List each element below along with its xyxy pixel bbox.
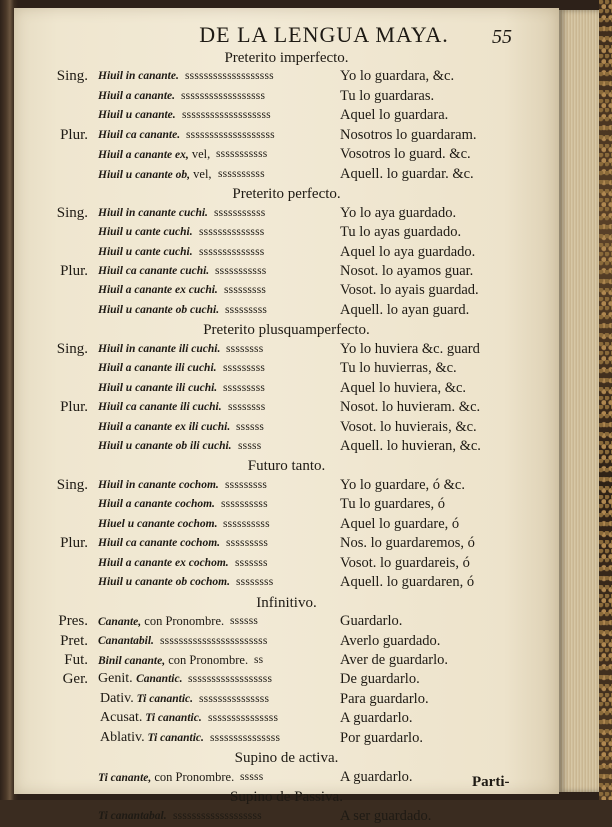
spanish-gloss: Yo lo huviera &c. guard [340, 340, 480, 357]
maya-form [98, 106, 176, 124]
catchword: Parti- [472, 774, 510, 790]
maya-text: Hiuil u canante ili cuchi. [98, 381, 218, 394]
spanish-gloss: Aquell. lo guardaren, ó [340, 574, 475, 591]
filler-dots: sssssssssssssss [199, 692, 270, 705]
maya-text: Canantic. [136, 673, 183, 686]
conjugation-row [14, 126, 559, 146]
maya-text: Hiuil a canante ex cochom. [98, 556, 229, 569]
filler-dots: sssss [240, 770, 264, 783]
spanish-gloss: Vosot. lo huvierais, &c. [340, 418, 477, 435]
spanish-gloss: A guardarlo. [340, 710, 413, 727]
maya-form [98, 612, 224, 631]
section-heading: Futuro tanto. [247, 458, 326, 475]
conjugation-row [14, 204, 559, 224]
section-heading: Supino de Passiva. [230, 789, 343, 806]
maya-note: con Pronombre. [141, 614, 225, 629]
maya-text: Hiuil ca canante cuchi. [98, 264, 210, 277]
conjugation-row [14, 418, 559, 438]
conjugation-row [14, 632, 559, 652]
conjugation-row [14, 554, 559, 574]
conjugation-row [14, 87, 559, 107]
maya-text: Hiuil u canante ob cuchi. [98, 303, 220, 316]
maya-form [98, 87, 175, 105]
maya-form [98, 437, 232, 455]
spanish-gloss: Yo lo guardara, &c. [340, 68, 455, 85]
maya-form [98, 632, 154, 650]
conjugation-row [14, 145, 559, 165]
conjugation-row [14, 534, 559, 554]
maya-text: Hiuil u canante. [98, 109, 176, 122]
page-sheet [14, 8, 559, 824]
spanish-gloss: Aver de guardarlo. [340, 651, 449, 668]
filler-dots: sssssssssssssss [210, 731, 281, 744]
filler-dots: sssssssssssssssssss [182, 109, 271, 122]
section-heading: Preterito imperfecto. [224, 50, 349, 66]
conjugation-row [14, 301, 559, 321]
conjugation-row [14, 573, 559, 593]
filler-dots: sssssssss [225, 478, 268, 491]
conjugation-row [14, 379, 559, 399]
maya-form [98, 223, 193, 241]
case-label: Acusat. [100, 710, 143, 726]
filler-dots: sssss [238, 440, 262, 452]
filler-dots: ssssssssssssss [199, 245, 265, 258]
spanish-gloss: Averlo guardado. [340, 632, 441, 649]
filler-dots: sssssssss [225, 303, 268, 316]
filler-dots: sssssssssssssss [208, 712, 279, 725]
maya-form [98, 495, 215, 513]
maya-text: Binil canante, [98, 654, 166, 667]
maya-text: Hiuil ca canante ili cuchi. [98, 401, 222, 414]
maya-form [98, 165, 212, 184]
spanish-gloss: Guardarlo. [340, 613, 403, 630]
conjugation-row [14, 262, 559, 282]
number-label: Pres. [58, 613, 88, 630]
maya-text: Hiuil in canante cochom. [98, 478, 219, 491]
maya-form [98, 573, 230, 591]
case-label: Ablativ. [100, 729, 145, 745]
maya-text: Hiuil u canante ob, [98, 168, 191, 181]
conjugation-row [14, 398, 559, 418]
maya-form [98, 476, 219, 494]
spanish-gloss: Por guardarlo. [340, 729, 423, 746]
conjugation-row [14, 690, 559, 710]
filler-dots: ssssssssssssssssss [181, 89, 266, 102]
maya-form [98, 301, 219, 319]
spanish-gloss: Tu lo ayas guardado. [340, 224, 462, 241]
maya-text: Hiuil u cante cuchi. [98, 226, 193, 239]
spanish-gloss: Aquel lo guardare, ó [340, 515, 460, 532]
filler-dots: ssssss [230, 615, 259, 628]
conjugation-row [14, 807, 559, 827]
filler-dots: ssssssss [228, 401, 266, 414]
maya-form [98, 534, 220, 552]
conjugation-row [14, 106, 559, 126]
number-label: Plur. [60, 399, 88, 416]
section-heading: Preterito perfecto. [232, 186, 341, 203]
maya-form [98, 243, 193, 261]
conjugation-row [14, 165, 559, 185]
maya-form [100, 690, 193, 708]
maya-text: Hiuel u canante cochom. [98, 517, 218, 530]
conjugation-row [14, 612, 559, 632]
maya-form [98, 340, 220, 358]
maya-text: Hiuil a canante. [98, 89, 175, 102]
maya-form [98, 418, 230, 436]
number-label: Sing. [56, 476, 88, 493]
spanish-gloss: Nos. lo guardaremos, ó [340, 535, 475, 552]
spanish-gloss: A guardarlo. [340, 768, 413, 785]
spanish-gloss: Aquel lo huviera, &c. [340, 379, 467, 396]
case-label: Genit. [98, 671, 137, 687]
page-number: 55 [492, 26, 512, 48]
spanish-gloss: De guardarlo. [340, 671, 420, 688]
spanish-gloss: Aquell. lo ayan guard. [340, 301, 470, 318]
maya-text: Hiuil u canante ob cochom. [98, 576, 230, 589]
number-label: Sing. [56, 68, 88, 85]
filler-dots: sssssssss [223, 362, 266, 375]
conjugation-row [14, 340, 559, 360]
maya-form [98, 204, 208, 222]
maya-form [98, 807, 167, 825]
maya-form [98, 398, 222, 416]
maya-form [98, 67, 179, 85]
filler-dots: ssssssss [226, 342, 264, 355]
running-head: DE LA LENGUA MAYA. [199, 22, 449, 47]
maya-note: vel, [190, 166, 212, 181]
spanish-gloss: Yo lo aya guardado. [340, 204, 457, 221]
spanish-gloss: Nosot. lo ayamos guar. [340, 262, 474, 279]
filler-dots: ssssssss [236, 576, 274, 589]
filler-dots: sssssssssss [216, 148, 268, 161]
maya-form [98, 281, 218, 299]
number-label: Ger. [62, 671, 88, 688]
maya-text: Hiuil u cante cuchi. [98, 245, 193, 258]
filler-dots: sssssssssssssssssssssss [160, 634, 268, 647]
filler-dots: sssssssssssssssssss [186, 128, 275, 141]
number-label: Pret. [60, 632, 88, 649]
maya-text: Hiuil ca canante cochom. [98, 537, 221, 550]
page-edges [559, 10, 599, 792]
conjugation-row [14, 709, 559, 729]
filler-dots: ssssssssssssssssss [188, 673, 273, 686]
maya-form [98, 262, 209, 280]
maya-text: Ti canantabal. [98, 809, 167, 822]
maya-text: Hiuil u canante ob ili cuchi. [98, 440, 232, 452]
maya-form [98, 379, 217, 397]
marbled-cover-edge [599, 0, 612, 800]
maya-text: Hiuil in canante. [98, 70, 179, 83]
maya-text: Hiuil ca canante. [98, 128, 181, 141]
maya-text: Canantabil. [98, 634, 154, 647]
conjugation-row [14, 670, 559, 690]
maya-form [98, 359, 217, 377]
conjugation-row [14, 495, 559, 515]
maya-text: Ti canantic. [136, 692, 194, 705]
number-label: Sing. [56, 340, 88, 357]
spanish-gloss: Nosot. lo huvieram. &c. [340, 399, 481, 416]
spanish-gloss: Vosot. lo ayais guardad. [340, 282, 479, 299]
maya-text: Ti canantic. [145, 712, 202, 725]
maya-text: Hiuil a canante ili cuchi. [98, 362, 217, 375]
number-label: Plur. [60, 535, 88, 552]
conjugation-row [14, 243, 559, 263]
maya-form [98, 651, 248, 670]
number-label: Plur. [60, 262, 88, 279]
number-label: Sing. [56, 204, 88, 221]
maya-text: Hiuil in canante cuchi. [98, 206, 208, 219]
filler-dots: ss [254, 653, 264, 666]
maya-note: con Pronombre. [151, 769, 235, 784]
maya-text: Hiuil a canante ex ili cuchi. [98, 420, 231, 433]
filler-dots: sssssssss [224, 284, 267, 297]
maya-text: Canante, [98, 616, 142, 629]
filler-dots: ssssssssss [223, 517, 270, 530]
filler-dots: ssssssssss [218, 167, 265, 180]
spanish-gloss: Aquel lo aya guardado. [340, 243, 476, 260]
maya-text: Hiuil a canante cochom. [98, 498, 215, 511]
conjugation-row [14, 515, 559, 535]
maya-form [98, 768, 234, 787]
maya-form [98, 554, 229, 572]
conjugation-row [14, 281, 559, 301]
maya-form [98, 670, 182, 688]
spanish-gloss: Tu lo guardaras. [340, 87, 435, 104]
maya-form [98, 145, 210, 164]
conjugation-row [14, 67, 559, 87]
maya-form [100, 709, 202, 727]
spanish-gloss: Aquell. lo huvieran, &c. [340, 438, 481, 454]
filler-dots: sssssssssssssssssss [173, 809, 262, 822]
spanish-gloss: Vosotros lo guard. &c. [340, 146, 471, 163]
maya-text: Hiuil a canante ex cuchi. [98, 284, 218, 297]
maya-text: Ti canantic. [147, 731, 204, 744]
maya-form [98, 515, 217, 533]
filler-dots: sssssss [235, 556, 268, 569]
spanish-gloss: Tu lo guardares, ó [340, 496, 445, 513]
maya-note: con Pronombre. [165, 652, 249, 667]
spanish-gloss: Tu lo huvierras, &c. [340, 360, 457, 377]
spanish-gloss: Nosotros lo guardaram. [340, 126, 477, 143]
filler-dots: ssssssssss [221, 498, 268, 511]
number-label: Fut. [64, 651, 88, 668]
maya-note: vel, [188, 147, 211, 162]
spanish-gloss: Vosot. lo guardareis, ó [340, 554, 470, 571]
filler-dots: sssssssssss [214, 206, 266, 219]
filler-dots: sssssssss [226, 537, 269, 550]
section-heading: Preterito plusquamperfecto. [203, 322, 370, 339]
section-heading: Supino de activa. [234, 750, 339, 767]
filler-dots: sssssssssssssssssss [185, 70, 274, 83]
conjugation-row [14, 437, 559, 457]
maya-form [98, 126, 180, 144]
maya-text: Hiuil in canante ili cuchi. [98, 342, 221, 355]
conjugation-row [14, 651, 559, 671]
section-heading: Infinitivo. [256, 594, 317, 611]
spanish-gloss: Yo lo guardare, ó &c. [340, 476, 465, 493]
filler-dots: ssssss [236, 420, 265, 433]
number-label: Plur. [60, 126, 88, 143]
case-label: Dativ. [100, 690, 134, 706]
maya-text: Ti canante, [98, 771, 152, 784]
filler-dots: ssssssssssssss [199, 226, 265, 239]
filler-dots: sssssssssss [215, 264, 267, 277]
spanish-gloss: Para guardarlo. [340, 690, 429, 707]
maya-text: Hiuil a canante ex, [98, 149, 189, 162]
maya-form [100, 729, 204, 747]
filler-dots: sssssssss [223, 381, 266, 394]
conjugation-row [14, 729, 559, 749]
conjugation-row [14, 223, 559, 243]
spanish-gloss: Aquell. lo guardar. &c. [340, 165, 474, 182]
spanish-gloss: A ser guardado. [340, 807, 432, 824]
conjugation-row [14, 476, 559, 496]
conjugation-row [14, 359, 559, 379]
spanish-gloss: Aquel lo guardara. [340, 107, 449, 124]
